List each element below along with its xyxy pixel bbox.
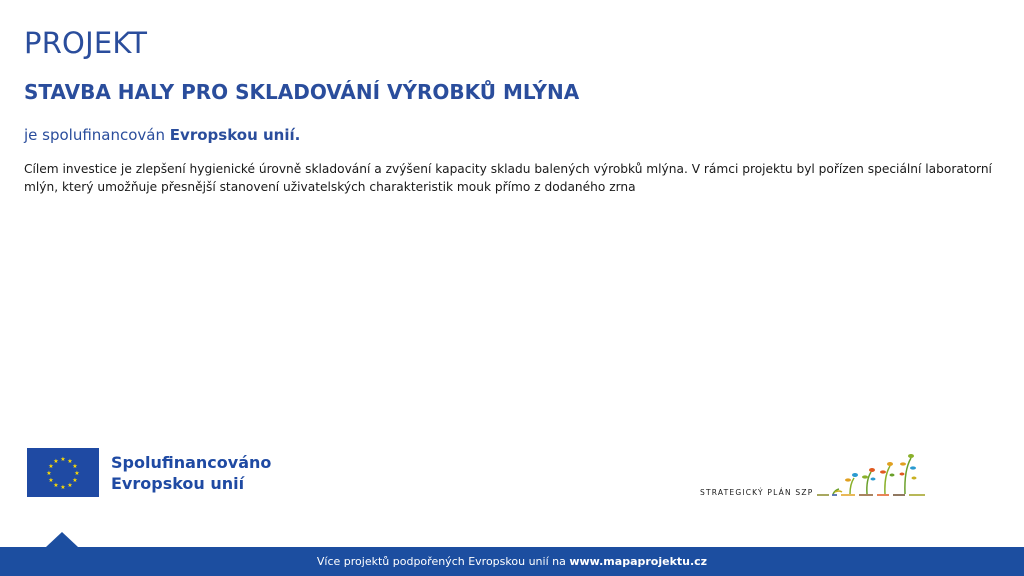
strategic-plan-text: STRATEGICKÝ PLÁN SZP bbox=[700, 488, 814, 497]
eu-stars-icon bbox=[27, 448, 99, 497]
strategic-plan-logo bbox=[700, 450, 940, 500]
eu-logo-text bbox=[111, 452, 271, 494]
cofinanced-bold: Evropskou unií. bbox=[169, 126, 301, 144]
svg-text:★: ★ bbox=[48, 463, 54, 470]
footer-text: Více projektů podpořených Evropskou unií na bbox=[316, 555, 566, 568]
plants-graphic-icon bbox=[815, 450, 935, 500]
footer-notch bbox=[46, 532, 78, 547]
svg-text:★: ★ bbox=[60, 484, 66, 491]
page-heading: PROJEKT bbox=[24, 26, 148, 60]
cofinanced-prefix: je spolufinancován bbox=[24, 126, 166, 144]
eu-flag-icon bbox=[27, 448, 99, 497]
svg-text:★: ★ bbox=[53, 482, 59, 489]
project-description: Cílem investice je zlepšení hygienické úrovně skladování a zvýšení kapacity skladu balených výrobků mlýna. V rámci projektu byl pořízen speciální laboratorní mlýn, který umožňuje přesnější stanovení uživatelských charakteristik mouk přímo z dodaného zrna bbox=[24, 162, 992, 194]
svg-text:★: ★ bbox=[74, 470, 80, 477]
project-title: STAVBA HALY PRO SKLADOVÁNÍ VÝROBKŮ MLÝNA bbox=[24, 80, 580, 104]
footer-bar bbox=[0, 547, 1024, 576]
svg-text:★: ★ bbox=[72, 477, 78, 484]
svg-text:★: ★ bbox=[46, 470, 52, 477]
eu-logo-line1: Spolufinancováno bbox=[111, 452, 272, 472]
svg-text:★: ★ bbox=[67, 458, 73, 465]
eu-logo-line2: Evropskou unií bbox=[111, 473, 245, 493]
footer-link[interactable]: www.mapaprojektu.cz bbox=[569, 555, 708, 568]
cofinanced-line bbox=[24, 126, 300, 144]
svg-text:★: ★ bbox=[53, 458, 59, 465]
svg-text:★: ★ bbox=[67, 482, 73, 489]
svg-text:★: ★ bbox=[48, 477, 54, 484]
svg-text:★: ★ bbox=[72, 463, 78, 470]
svg-text:★: ★ bbox=[60, 456, 66, 463]
eu-cofinanced-logo bbox=[27, 448, 271, 497]
